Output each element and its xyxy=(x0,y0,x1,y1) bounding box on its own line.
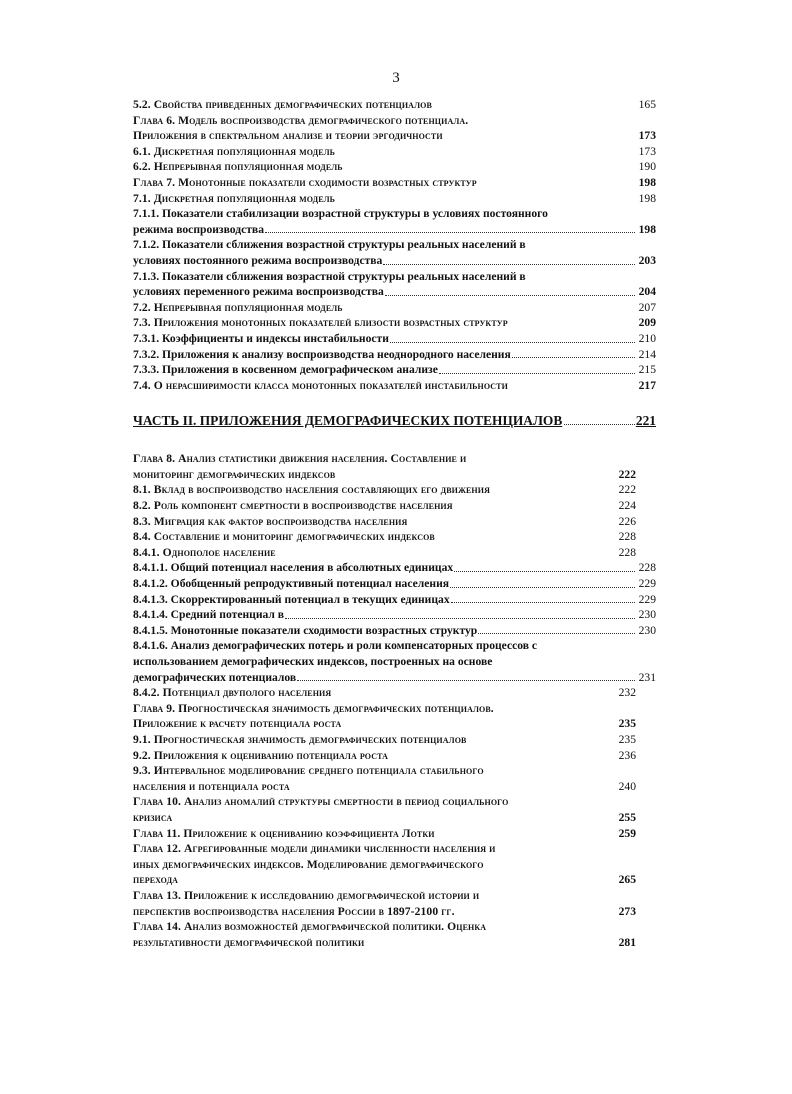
toc-entry-title: Глава 14. Анализ возможностей демографической политики. Оценка xyxy=(133,920,487,934)
toc-entry[interactable] xyxy=(133,362,656,378)
toc-entry-page: 222 xyxy=(618,467,636,481)
toc-entry[interactable] xyxy=(133,779,656,795)
part-heading-page: 221 xyxy=(635,413,656,429)
toc-entry-title: 7.3. Приложения монотонных показателей близости возрастных структур xyxy=(133,316,508,330)
toc-entry-page: 217 xyxy=(638,378,656,392)
toc-entry-page: 231 xyxy=(638,670,656,684)
toc-entry[interactable] xyxy=(133,128,656,144)
toc-entry[interactable] xyxy=(133,315,656,331)
dot-leader xyxy=(390,342,635,343)
toc-entry-page: 259 xyxy=(618,826,636,840)
toc-entry[interactable] xyxy=(133,670,656,686)
toc-entry-title: 8.4.1.6. Анализ демографических потерь и роли компенсаторных процессов с xyxy=(133,639,538,653)
toc-entry-title: 6.1. Дискретная популяционная модель xyxy=(133,144,336,158)
toc-entry-title: условиях постоянного режима воспроизводства xyxy=(133,253,383,267)
dot-leader xyxy=(564,424,635,425)
part-heading-label: ЧАСТЬ II. ПРИЛОЖЕНИЯ ДЕМОГРАФИЧЕСКИХ ПОТЕНЦИАЛОВ xyxy=(133,413,563,429)
toc-entry-title: 8.3. Миграция как фактор воспроизводства населения xyxy=(133,514,408,528)
toc-entry[interactable] xyxy=(133,607,656,623)
dot-leader xyxy=(385,295,635,296)
toc-entry[interactable] xyxy=(133,638,656,654)
toc-entry-title: демографических потенциалов xyxy=(133,670,297,684)
toc-entry-page: 230 xyxy=(638,623,656,637)
dot-leader xyxy=(439,373,635,374)
toc-entry[interactable] xyxy=(133,545,656,561)
dot-leader xyxy=(512,357,635,358)
toc-entry-title: 9.2. Приложения к оцениванию потенциала роста xyxy=(133,748,389,762)
toc-entry[interactable] xyxy=(133,529,656,545)
toc-entry[interactable] xyxy=(133,222,656,238)
toc-entry[interactable] xyxy=(133,331,656,347)
toc-entry-page: 281 xyxy=(618,935,636,949)
toc-entry[interactable] xyxy=(133,498,656,514)
toc-section-part-one xyxy=(133,97,656,393)
toc-entry-title: 8.4. Составление и мониторинг демографических индексов xyxy=(133,530,435,544)
toc-entry-page: 204 xyxy=(638,285,656,299)
toc-entry-title: 6.2. Непрерывная популяционная модель xyxy=(133,160,343,174)
toc-entry-title: 8.2. Роль компонент смертности в воспроизводстве населения xyxy=(133,499,453,513)
page-number: 3 xyxy=(392,70,400,86)
toc-entry[interactable] xyxy=(133,935,656,951)
table-of-contents xyxy=(133,97,656,950)
toc-entry-page: 209 xyxy=(638,316,656,330)
toc-entry[interactable] xyxy=(133,904,656,920)
toc-entry-page: 210 xyxy=(638,331,656,345)
toc-entry[interactable] xyxy=(133,716,656,732)
toc-entry-title: 7.1.2. Показатели сближения возрастной структуры реальных населений в xyxy=(133,238,526,252)
toc-entry-page: 222 xyxy=(618,483,636,497)
toc-entry-title: 9.1. Прогностическая значимость демографических потенциалов xyxy=(133,732,467,746)
toc-entry-page: 173 xyxy=(638,144,656,158)
toc-entry[interactable] xyxy=(133,919,656,935)
dot-leader xyxy=(478,633,635,634)
part-heading[interactable] xyxy=(133,413,656,429)
toc-entry[interactable] xyxy=(133,175,656,191)
toc-entry[interactable] xyxy=(133,191,656,207)
toc-entry[interactable] xyxy=(133,113,656,129)
toc-entry-title: 7.4. О нерасширимости класса монотонных показателей инстабильности xyxy=(133,378,508,392)
toc-entry-title: перехода xyxy=(133,873,179,887)
toc-entry[interactable] xyxy=(133,826,656,842)
toc-entry[interactable] xyxy=(133,794,656,810)
toc-entry[interactable] xyxy=(133,685,656,701)
toc-entry-title: населения и потенциала роста xyxy=(133,779,290,793)
toc-entry-title: 7.2. Непрерывная популяционная модель xyxy=(133,300,343,314)
toc-entry[interactable] xyxy=(133,206,656,222)
dot-leader xyxy=(383,264,635,265)
toc-entry-page: 230 xyxy=(638,608,656,622)
toc-entry-page: 173 xyxy=(638,129,656,143)
toc-entry[interactable] xyxy=(133,592,656,608)
toc-entry-title: Глава 9. Прогностическая значимость демографических потенциалов. xyxy=(133,701,494,715)
dot-leader xyxy=(454,571,635,572)
toc-entry[interactable] xyxy=(133,748,656,764)
toc-entry-page: 229 xyxy=(638,577,656,591)
toc-entry[interactable] xyxy=(133,888,656,904)
dot-leader xyxy=(297,680,635,681)
toc-entry-title: Приложение к расчету потенциала роста xyxy=(133,717,342,731)
toc-entry[interactable] xyxy=(133,284,656,300)
toc-entry-title: Глава 12. Агрегированные модели динамики численности населения и xyxy=(133,842,496,856)
toc-entry-title: 8.4.2. Потенциал двуполого населения xyxy=(133,686,332,700)
toc-entry[interactable] xyxy=(133,237,656,253)
toc-entry-title: 7.3.1. Коэффициенты и индексы инстабильности xyxy=(133,331,389,345)
toc-entry-page: 226 xyxy=(618,514,636,528)
toc-entry-title: кризиса xyxy=(133,810,173,824)
toc-entry-page: 215 xyxy=(638,363,656,377)
toc-entry-page: 190 xyxy=(638,160,656,174)
toc-entry-page: 228 xyxy=(618,545,636,559)
toc-entry-title: 7.3.2. Приложения к анализу воспроизводства неоднородного населения xyxy=(133,347,511,361)
toc-entry-title: 7.3.3. Приложения в косвенном демографическом анализе xyxy=(133,363,438,377)
toc-entry-page: 229 xyxy=(638,592,656,606)
toc-entry[interactable] xyxy=(133,467,656,483)
toc-entry-title: 7.1.1. Показатели стабилизации возрастной структуры в условиях постоянного xyxy=(133,207,548,221)
toc-entry-title: результативности демографической политики xyxy=(133,935,365,949)
toc-entry-title: 8.1. Вклад в воспроизводство населения составляющих его движения xyxy=(133,483,490,497)
toc-entry-title: Приложения в спектральном анализе и теории эргодичности xyxy=(133,129,443,143)
toc-entry-title: 7.1.3. Показатели сближения возрастной структуры реальных населений в xyxy=(133,269,526,283)
toc-entry[interactable] xyxy=(133,576,656,592)
toc-entry[interactable] xyxy=(133,857,656,873)
toc-entry-page: 224 xyxy=(618,499,636,513)
toc-entry[interactable] xyxy=(133,514,656,530)
toc-entry[interactable] xyxy=(133,482,656,498)
toc-entry[interactable] xyxy=(133,841,656,857)
toc-entry-title: 8.4.1. Однополое население xyxy=(133,545,276,559)
toc-entry-page: 198 xyxy=(638,191,656,205)
toc-entry[interactable] xyxy=(133,451,656,467)
toc-entry-title: 8.4.1.4. Средний потенциал в xyxy=(133,608,285,622)
dot-leader xyxy=(450,587,635,588)
toc-entry-title: 5.2. Свойства приведенных демографических потенциалов xyxy=(133,98,432,111)
toc-entry-title: 8.4.1.5. Монотонные показатели сходимости возрастных структур xyxy=(133,623,478,637)
toc-entry-title: Глава 10. Анализ аномалий структуры смертности в период социального xyxy=(133,795,509,809)
dot-leader xyxy=(285,618,635,619)
toc-entry-page: 273 xyxy=(618,904,636,918)
toc-entry-title: 9.3. Интервальное моделирование среднего потенциала стабильного xyxy=(133,764,484,778)
toc-entry-title: 8.4.1.2. Обобщенный репродуктивный потенциал населения xyxy=(133,577,450,591)
toc-entry[interactable] xyxy=(133,269,656,285)
toc-entry-page: 198 xyxy=(638,222,656,236)
toc-entry[interactable] xyxy=(133,144,656,160)
toc-entry-page: 240 xyxy=(618,779,636,793)
toc-entry[interactable] xyxy=(133,300,656,316)
toc-section-part-two xyxy=(133,451,656,950)
toc-entry-title: Глава 13. Приложение к исследованию демографической истории и xyxy=(133,888,480,902)
toc-entry-page: 255 xyxy=(618,810,636,824)
toc-entry-title: иных демографических индексов. Моделирование демографического xyxy=(133,857,484,871)
toc-entry-title: Глава 8. Анализ статистики движения населения. Составление и xyxy=(133,452,467,466)
toc-entry-title: режима воспроизводства xyxy=(133,222,264,236)
toc-entry-page: 207 xyxy=(638,300,656,314)
toc-entry-title: мониторинг демографических индексов xyxy=(133,467,336,481)
toc-entry[interactable] xyxy=(133,253,656,269)
toc-entry-page: 165 xyxy=(638,98,656,111)
toc-entry[interactable] xyxy=(133,701,656,717)
toc-entry-title: Глава 7. Монотонные показатели сходимости возрастных структур xyxy=(133,175,477,189)
toc-entry-title: перспектив воспроизводства населения России в 1897-2100 гг. xyxy=(133,904,455,918)
toc-entry-title: 8.4.1.1. Общий потенциал населения в абсолютных единицах xyxy=(133,561,454,575)
toc-entry[interactable] xyxy=(133,560,656,576)
toc-entry[interactable] xyxy=(133,732,656,748)
toc-entry-title: Глава 6. Модель воспроизводства демографического потенциала. xyxy=(133,113,469,127)
toc-entry-title: Глава 11. Приложение к оцениванию коэффициента Лотки xyxy=(133,826,435,840)
toc-entry-page: 198 xyxy=(638,175,656,189)
toc-entry-page: 228 xyxy=(638,561,656,575)
dot-leader xyxy=(451,602,635,603)
toc-entry-page: 236 xyxy=(618,748,636,762)
toc-entry[interactable] xyxy=(133,763,656,779)
toc-entry[interactable] xyxy=(133,378,656,394)
toc-entry-page: 228 xyxy=(618,530,636,544)
toc-entry-page: 232 xyxy=(618,686,636,700)
toc-entry-title: 7.1. Дискретная популяционная модель xyxy=(133,191,336,205)
toc-entry-title: 8.4.1.3. Скорректированный потенциал в текущих единицах xyxy=(133,592,450,606)
toc-entry[interactable] xyxy=(133,810,656,826)
toc-entry[interactable] xyxy=(133,623,656,639)
toc-entry[interactable] xyxy=(133,159,656,175)
toc-entry[interactable] xyxy=(133,347,656,363)
toc-entry[interactable] xyxy=(133,654,656,670)
toc-entry-title: использованием демографических индексов, построенных на основе xyxy=(133,655,493,668)
toc-entry-page: 203 xyxy=(638,253,656,267)
toc-entry-page: 265 xyxy=(618,873,636,887)
toc-entry-title: условиях переменного режима воспроизводства xyxy=(133,285,384,299)
dot-leader xyxy=(265,232,635,233)
toc-entry[interactable] xyxy=(133,872,656,888)
toc-entry-page: 235 xyxy=(618,717,636,731)
toc-entry[interactable] xyxy=(133,97,656,113)
toc-entry-page: 214 xyxy=(638,347,656,361)
toc-entry-page: 235 xyxy=(618,732,636,746)
